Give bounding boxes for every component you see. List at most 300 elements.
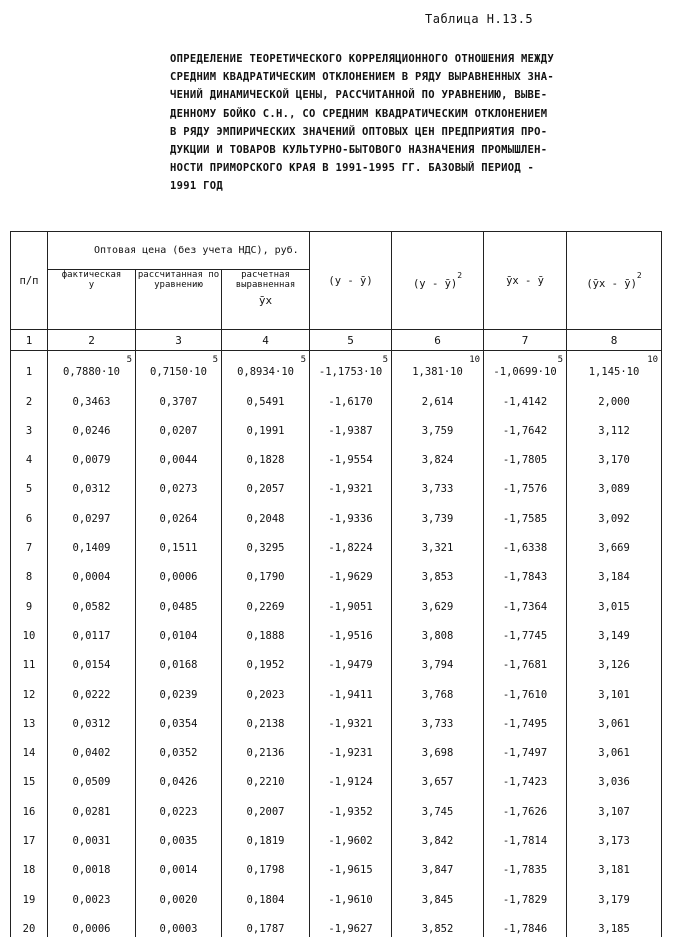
- heading-line: ДУКЦИИ И ТОВАРОВ КУЛЬТУРНО-БЫТОВОГО НАЗНАЧЕНИЯ ПРОМЫШЛЕН-: [170, 144, 548, 157]
- table-cell-c2: [48, 703, 136, 732]
- cell-value: -1,7814: [502, 835, 548, 848]
- table-cell-c8: [567, 820, 662, 849]
- cell-value: 0,2136: [246, 747, 285, 760]
- cell-value: 20: [22, 922, 36, 935]
- cell-value: -1,9516: [328, 629, 373, 642]
- table-cell-c6: [392, 468, 484, 497]
- table-cell-c6: [392, 527, 484, 556]
- cell-value: 2: [25, 395, 33, 408]
- cell-value: -1,1753·10: [318, 366, 383, 379]
- table-row: [11, 585, 662, 614]
- table-cell-c4: [222, 468, 310, 497]
- table-cell-c2: [48, 556, 136, 585]
- table-cell-c8: [567, 644, 662, 673]
- cell-value: 0,1798: [246, 864, 285, 877]
- table-cell-n: [11, 351, 48, 381]
- table-cell-c5: [310, 732, 392, 761]
- cell-value: 3,126: [598, 659, 630, 672]
- table-cell-c8: [567, 878, 662, 907]
- cell-value: 0,0402: [72, 747, 111, 760]
- table-cell-n: [11, 585, 48, 614]
- table-cell-n: [11, 673, 48, 702]
- cell-value: 15: [22, 776, 36, 789]
- table-cell-c7: [484, 673, 567, 702]
- table-cell-c7: [484, 351, 567, 381]
- cell-value: 0,2007: [246, 805, 285, 818]
- cell-value: -1,9479: [328, 659, 373, 672]
- cell-value: 3,015: [598, 600, 630, 613]
- cell-value: 13: [22, 717, 36, 730]
- table-cell-c3: [136, 615, 222, 644]
- table-cell-c2: [48, 908, 136, 937]
- cell-value: 3,101: [598, 688, 630, 701]
- cell-value: 3,739: [421, 512, 454, 525]
- cell-value: -1,8224: [328, 542, 373, 555]
- table-cell-n: [11, 410, 48, 439]
- column-index-row: [11, 330, 662, 351]
- header-aligned-symbol: ȳx: [258, 294, 273, 307]
- cell-value: 0,0154: [72, 659, 111, 672]
- cell-value: 0,1888: [246, 629, 285, 642]
- cell-value: -1,9554: [328, 454, 373, 467]
- cell-value: -1,7364: [502, 600, 548, 613]
- table-cell-c2: [48, 615, 136, 644]
- table-cell-c3: [136, 410, 222, 439]
- table-row: [11, 439, 662, 468]
- cell-value: 3,170: [598, 454, 630, 467]
- table-cell-c7: [484, 908, 567, 937]
- table-cell-c7: [484, 439, 567, 468]
- table-cell-c7: [484, 380, 567, 409]
- table-cell-c4: [222, 644, 310, 673]
- cell-value: -1,7846: [502, 922, 548, 935]
- cell-value: 3,092: [598, 512, 630, 525]
- table-cell-c5: [310, 820, 392, 849]
- table-row: [11, 732, 662, 761]
- cell-value: 0,0023: [72, 893, 111, 906]
- cell-value: 0,0239: [159, 688, 198, 701]
- header-col8-text: (ȳx - ȳ): [586, 278, 637, 290]
- cell-value: 0,0352: [159, 747, 198, 760]
- table-cell-c6: [392, 761, 484, 790]
- table-cell-c3: [136, 468, 222, 497]
- cell-value: -1,6170: [328, 395, 373, 408]
- cell-value: 1,145·10: [588, 366, 640, 379]
- table-cell-c8: [567, 761, 662, 790]
- table-cell-c6: [392, 673, 484, 702]
- table-cell-c4: [222, 585, 310, 614]
- cell-value: 0,0246: [72, 424, 111, 437]
- table-cell-c3: [136, 703, 222, 732]
- table-cell-c7: [484, 410, 567, 439]
- table-cell-c2: [48, 468, 136, 497]
- cell-value: -1,9411: [328, 688, 373, 701]
- table-cell-c5: [310, 878, 392, 907]
- table-cell-n: [11, 820, 48, 849]
- table-cell-c6: [392, 556, 484, 585]
- cell-value: 0,2269: [246, 600, 285, 613]
- table-cell-c6: [392, 439, 484, 468]
- table-cell-c7: [484, 790, 567, 819]
- table-cell-c4: [222, 410, 310, 439]
- cell-value: 0,1804: [246, 893, 285, 906]
- cell-value: 5: [25, 483, 33, 496]
- cell-value: -1,9051: [328, 600, 373, 613]
- table-cell-c3: [136, 351, 222, 381]
- table-cell-c2: [48, 585, 136, 614]
- cell-value: 11: [22, 659, 36, 672]
- column-index-cell: 3: [136, 330, 222, 351]
- header-col6-power: 2: [457, 271, 463, 280]
- cell-value: -1,7610: [502, 688, 548, 701]
- table-cell-c3: [136, 878, 222, 907]
- heading-line: В РЯДУ ЭМПИРИЧЕСКИХ ЗНАЧЕНИЙ ОПТОВЫХ ЦЕН ПРЕДПРИЯТИЯ ПРО-: [170, 125, 548, 138]
- cell-value: 0,2057: [246, 483, 285, 496]
- table-cell-n: [11, 790, 48, 819]
- table-cell-c8: [567, 615, 662, 644]
- cell-value: 12: [22, 688, 36, 701]
- table-cell-c5: [310, 497, 392, 526]
- table-row: [11, 380, 662, 409]
- cell-value: 8: [25, 571, 33, 584]
- cell-value: 19: [22, 893, 36, 906]
- cell-value: 0,1819: [246, 835, 285, 848]
- table-cell-c6: [392, 585, 484, 614]
- table-cell-c4: [222, 439, 310, 468]
- cell-value: 0,0168: [159, 659, 198, 672]
- cell-value: 0,0006: [72, 922, 111, 935]
- column-index-cell: 2: [48, 330, 136, 351]
- cell-value: 0,0582: [72, 600, 111, 613]
- table-cell-c5: [310, 908, 392, 937]
- table-row: [11, 849, 662, 878]
- cell-value: -1,7642: [502, 424, 548, 437]
- table-row: [11, 820, 662, 849]
- cell-value: 3,698: [421, 747, 454, 760]
- cell-value: -1,7835: [502, 864, 548, 877]
- cell-value: 14: [22, 747, 36, 760]
- table-cell-c7: [484, 644, 567, 673]
- cell-value: -1,7805: [502, 454, 548, 467]
- table-label: Таблица Н.13.5: [425, 12, 534, 26]
- table-cell-c3: [136, 497, 222, 526]
- table-row: [11, 644, 662, 673]
- table-cell-c6: [392, 497, 484, 526]
- table-cell-c5: [310, 380, 392, 409]
- table-cell-c2: [48, 790, 136, 819]
- cell-value: -1,6338: [502, 542, 548, 555]
- cell-value: 3,759: [421, 424, 454, 437]
- cell-value: -1,4142: [502, 395, 548, 408]
- cell-value: -1,7497: [502, 747, 548, 760]
- table-cell-n: [11, 527, 48, 556]
- table-cell-c7: [484, 556, 567, 585]
- table-cell-c5: [310, 790, 392, 819]
- table-cell-n: [11, 644, 48, 673]
- cell-value: 0,0281: [72, 805, 111, 818]
- data-table: [10, 231, 662, 937]
- cell-value: 0,0020: [159, 893, 198, 906]
- table-row: [11, 703, 662, 732]
- table-row: [11, 556, 662, 585]
- cell-value: -1,9627: [328, 922, 373, 935]
- header-price-group: Оптовая цена (без учета НДС), руб.: [48, 232, 310, 270]
- cell-value: 0,2023: [246, 688, 285, 701]
- table-cell-c7: [484, 703, 567, 732]
- header-row-number: п/п: [11, 232, 48, 330]
- table-cell-c4: [222, 615, 310, 644]
- column-index-cell: 5: [310, 330, 392, 351]
- table-cell-c5: [310, 761, 392, 790]
- cell-value: 2,000: [598, 395, 630, 408]
- table-cell-c6: [392, 908, 484, 937]
- table-cell-c7: [484, 878, 567, 907]
- cell-value: 0,0018: [72, 864, 111, 877]
- cell-value: 0,0426: [159, 776, 198, 789]
- table-cell-c4: [222, 761, 310, 790]
- cell-value: 18: [22, 864, 36, 877]
- table-cell-c8: [567, 673, 662, 702]
- table-cell-c5: [310, 556, 392, 585]
- table-cell-c4: [222, 556, 310, 585]
- header-aligned-label: расчетная выравненная: [235, 270, 296, 290]
- cell-value: 3,181: [598, 864, 630, 877]
- cell-value: 0,1790: [246, 571, 285, 584]
- table-cell-c5: [310, 703, 392, 732]
- cell-value: -1,7829: [502, 893, 548, 906]
- table-row: [11, 878, 662, 907]
- table-cell-n: [11, 439, 48, 468]
- cell-value: 3: [25, 424, 33, 437]
- table-cell-c6: [392, 878, 484, 907]
- cell-value: 3,768: [421, 688, 454, 701]
- table-cell-c6: [392, 849, 484, 878]
- table-row: [11, 410, 662, 439]
- table-cell-c8: [567, 703, 662, 732]
- heading-line: ЧЕНИЙ ДИНАМИЧЕСКОЙ ЦЕНЫ, РАССЧИТАННОЙ ПО УРАВНЕНИЮ, ВЫВЕ-: [170, 89, 548, 102]
- cell-value: 0,1787: [246, 922, 285, 935]
- table-cell-c3: [136, 908, 222, 937]
- table-cell-c8: [567, 410, 662, 439]
- cell-value: 0,0035: [159, 835, 198, 848]
- cell-value: 3,733: [421, 717, 454, 730]
- table-cell-n: [11, 761, 48, 790]
- cell-value: 0,8934·10: [237, 366, 294, 379]
- cell-value: 0,2138: [246, 717, 285, 730]
- cell-value: -1,9629: [328, 571, 373, 584]
- table-cell-n: [11, 468, 48, 497]
- table-cell-c8: [567, 439, 662, 468]
- table-cell-c8: [567, 585, 662, 614]
- table-cell-c8: [567, 380, 662, 409]
- table-cell-c7: [484, 732, 567, 761]
- table-cell-c4: [222, 878, 310, 907]
- cell-value: 3,112: [598, 424, 630, 437]
- cell-value: 7: [25, 542, 33, 555]
- table-cell-c7: [484, 468, 567, 497]
- table-cell-c5: [310, 849, 392, 878]
- cell-value: 3,321: [421, 542, 454, 555]
- cell-value: 0,2210: [246, 776, 285, 789]
- table-row: [11, 761, 662, 790]
- cell-value: 0,3463: [72, 395, 111, 408]
- table-cell-c5: [310, 615, 392, 644]
- table-cell-n: [11, 732, 48, 761]
- table-cell-c3: [136, 673, 222, 702]
- cell-value: 3,179: [598, 893, 630, 906]
- cell-value: 3,808: [421, 629, 454, 642]
- cell-exponent: 5: [126, 355, 132, 365]
- cell-value: 0,0354: [159, 717, 198, 730]
- cell-value: -1,7745: [502, 629, 548, 642]
- cell-value: 10: [22, 629, 36, 642]
- header-calculated: [136, 270, 222, 330]
- cell-value: -1,9615: [328, 864, 373, 877]
- cell-value: 0,0006: [159, 571, 198, 584]
- table-cell-c2: [48, 673, 136, 702]
- cell-value: -1,9352: [328, 805, 373, 818]
- cell-value: 1,381·10: [412, 366, 463, 379]
- column-index-cell: 1: [11, 330, 48, 351]
- table-cell-c5: [310, 644, 392, 673]
- table-cell-c2: [48, 761, 136, 790]
- table-cell-c5: [310, 673, 392, 702]
- cell-value: -1,7423: [502, 776, 548, 789]
- header-calculated-label: рассчитанная по уравнению: [137, 270, 220, 290]
- table-cell-c4: [222, 703, 310, 732]
- table-cell-c3: [136, 849, 222, 878]
- cell-value: 0,0079: [72, 454, 111, 467]
- cell-value: 2,614: [421, 395, 454, 408]
- cell-value: -1,9336: [328, 512, 373, 525]
- table-cell-c6: [392, 790, 484, 819]
- cell-value: 3,089: [598, 483, 630, 496]
- table-row: [11, 908, 662, 937]
- cell-value: 0,0004: [72, 571, 111, 584]
- cell-value: 0,0003: [159, 922, 198, 935]
- table-cell-c7: [484, 761, 567, 790]
- cell-exponent: 5: [212, 355, 218, 365]
- cell-value: -1,7843: [502, 571, 548, 584]
- table-cell-c5: [310, 468, 392, 497]
- cell-exponent: 10: [469, 355, 481, 365]
- table-cell-c2: [48, 351, 136, 381]
- table-cell-c2: [48, 527, 136, 556]
- cell-value: 6: [25, 512, 33, 525]
- table-row: [11, 790, 662, 819]
- table-cell-c7: [484, 849, 567, 878]
- table-cell-c2: [48, 878, 136, 907]
- cell-value: 3,845: [421, 893, 454, 906]
- cell-value: 1: [25, 366, 33, 379]
- table-cell-c5: [310, 410, 392, 439]
- cell-value: 3,853: [421, 571, 454, 584]
- cell-value: 3,794: [421, 659, 454, 672]
- cell-value: 4: [25, 454, 33, 467]
- column-index-cell: 6: [392, 330, 484, 351]
- cell-value: 0,7150·10: [150, 366, 207, 379]
- table-row: [11, 497, 662, 526]
- cell-value: 0,0223: [159, 805, 198, 818]
- header-col8: [567, 232, 662, 330]
- table-cell-c8: [567, 468, 662, 497]
- cell-value: 0,1828: [246, 454, 285, 467]
- cell-value: 3,061: [598, 747, 630, 760]
- cell-exponent: 5: [557, 355, 564, 365]
- table-cell-c2: [48, 410, 136, 439]
- table-cell-c4: [222, 820, 310, 849]
- cell-value: 3,184: [598, 571, 630, 584]
- cell-exponent: 5: [300, 355, 307, 365]
- header-col8-power: 2: [636, 271, 642, 280]
- cell-exponent: 10: [647, 355, 659, 365]
- header-col6: [392, 232, 484, 330]
- table-cell-c3: [136, 585, 222, 614]
- table-cell-c4: [222, 380, 310, 409]
- table-cell-c4: [222, 908, 310, 937]
- header-actual: [48, 270, 136, 330]
- cell-value: 0,0014: [159, 864, 198, 877]
- table-cell-c6: [392, 732, 484, 761]
- table-cell-c2: [48, 497, 136, 526]
- cell-value: 17: [22, 835, 36, 848]
- cell-value: -1,0699·10: [493, 366, 557, 379]
- table-cell-c2: [48, 380, 136, 409]
- cell-value: 0,0222: [72, 688, 111, 701]
- cell-value: -1,7681: [502, 659, 548, 672]
- table-cell-c8: [567, 351, 662, 381]
- table-cell-c4: [222, 351, 310, 381]
- cell-value: 0,0104: [159, 629, 198, 642]
- header-col6-text: (y - ȳ): [412, 278, 458, 290]
- table-cell-c2: [48, 644, 136, 673]
- column-index-cell: 7: [484, 330, 567, 351]
- cell-value: -1,7576: [502, 483, 548, 496]
- cell-value: 0,1952: [246, 659, 285, 672]
- cell-value: -1,9610: [328, 893, 373, 906]
- table-cell-c4: [222, 673, 310, 702]
- table-cell-n: [11, 497, 48, 526]
- table-cell-n: [11, 615, 48, 644]
- table-cell-c8: [567, 849, 662, 878]
- cell-value: 3,107: [598, 805, 630, 818]
- table-cell-c3: [136, 380, 222, 409]
- table-heading: [170, 50, 555, 196]
- table-cell-c3: [136, 820, 222, 849]
- table-cell-c7: [484, 497, 567, 526]
- cell-value: 3,149: [598, 629, 630, 642]
- heading-line: ОПРЕДЕЛЕНИЕ ТЕОРЕТИЧЕСКОГО КОРРЕЛЯЦИОННОГО ОТНОШЕНИЯ МЕЖДУ: [170, 53, 555, 65]
- cell-value: 0,1511: [159, 542, 198, 555]
- table-cell-c3: [136, 644, 222, 673]
- table-cell-c6: [392, 644, 484, 673]
- header-actual-label: фактическая: [61, 270, 122, 280]
- table-cell-c4: [222, 849, 310, 878]
- table-row: [11, 351, 662, 381]
- cell-value: 0,2048: [246, 512, 285, 525]
- cell-value: 0,0312: [72, 483, 111, 496]
- cell-value: 3,173: [598, 835, 630, 848]
- table-cell-c6: [392, 615, 484, 644]
- table-cell-c3: [136, 790, 222, 819]
- cell-value: 0,0264: [159, 512, 198, 525]
- cell-value: -1,7626: [502, 805, 548, 818]
- heading-line: 1991 ГОД: [170, 180, 223, 193]
- table-cell-c3: [136, 761, 222, 790]
- cell-value: -1,7495: [502, 717, 548, 730]
- table-cell-c6: [392, 351, 484, 381]
- table-cell-c6: [392, 820, 484, 849]
